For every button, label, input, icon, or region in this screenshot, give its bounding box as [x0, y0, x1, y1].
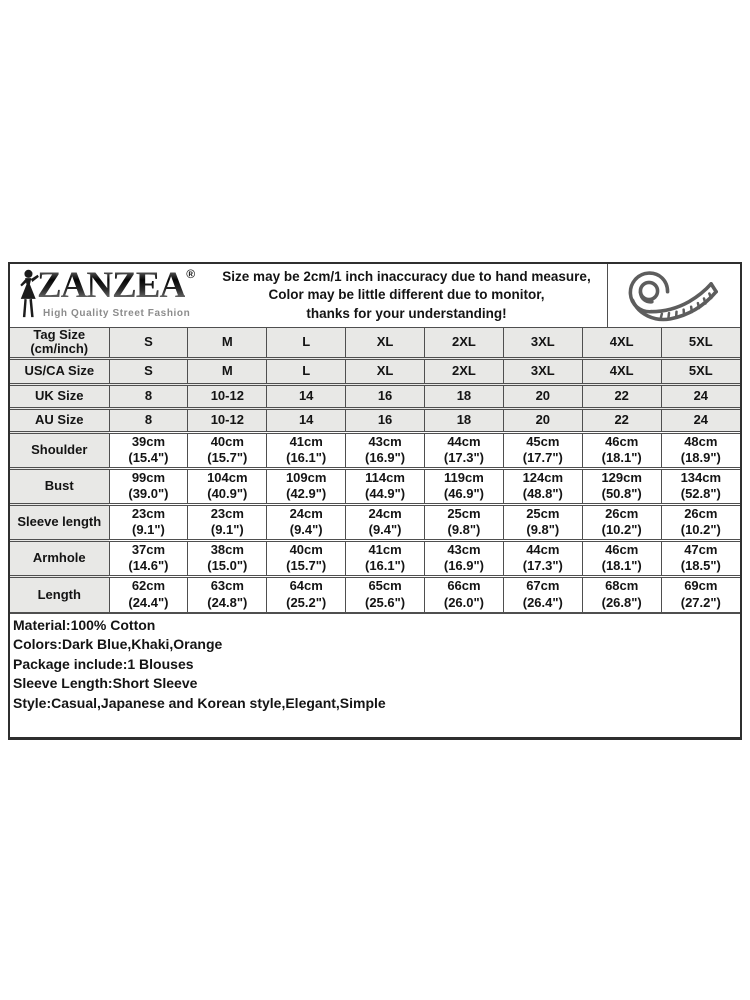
detail-line: Material:100% Cotton: [13, 617, 156, 633]
size-cell: 62cm (24.4"): [109, 576, 188, 612]
size-cell: 66cm (26.0"): [425, 576, 504, 612]
size-cell: L: [267, 358, 346, 384]
size-cell: 99cm (39.0"): [109, 468, 188, 504]
size-cell: 16: [346, 408, 425, 432]
size-cell: 48cm (18.9"): [661, 432, 740, 468]
size-chart-table: [10, 328, 740, 612]
size-cell: 129cm (50.8"): [582, 468, 661, 504]
row-header: Sleeve length: [10, 504, 109, 540]
notice-line: thanks for your understanding!: [306, 305, 507, 321]
size-cell: 4XL: [582, 328, 661, 358]
size-cell: 14: [267, 384, 346, 408]
product-details: [10, 612, 740, 737]
size-cell: 18: [425, 384, 504, 408]
size-cell: 47cm (18.5"): [661, 540, 740, 576]
brand-logo: [10, 264, 206, 327]
notice-line: Size may be 2cm/1 inch inaccuracy due to hand measure,: [222, 268, 591, 284]
header-band: [10, 264, 740, 328]
notice-line: Color may be little different due to monitor,: [268, 287, 545, 303]
size-cell: 20: [503, 408, 582, 432]
size-cell: 69cm (27.2"): [661, 576, 740, 612]
size-cell: 37cm (14.6"): [109, 540, 188, 576]
table-row: [10, 328, 740, 358]
size-cell: 25cm (9.8"): [503, 504, 582, 540]
size-cell: 10-12: [188, 384, 267, 408]
tape-cell: [607, 264, 740, 327]
size-cell: 65cm (25.6"): [346, 576, 425, 612]
size-cell: 38cm (15.0"): [188, 540, 267, 576]
size-cell: 23cm (9.1"): [109, 504, 188, 540]
detail-line: Style:Casual,Japanese and Korean style,Elegant,Simple: [13, 694, 386, 711]
registered-trademark-symbol: ®: [186, 267, 196, 281]
size-cell: 124cm (48.8"): [503, 468, 582, 504]
brand-wordmark-row: [37, 264, 194, 307]
size-cell: 46cm (18.1"): [582, 432, 661, 468]
size-cell: L: [267, 328, 346, 358]
table-row: [10, 576, 740, 612]
size-cell: M: [188, 358, 267, 384]
row-header: AU Size: [10, 408, 109, 432]
row-header: Bust: [10, 468, 109, 504]
row-header: Shoulder: [10, 432, 109, 468]
table-row: [10, 504, 740, 540]
table-row: [10, 384, 740, 408]
size-cell: 2XL: [425, 358, 504, 384]
size-cell: 43cm (16.9"): [346, 432, 425, 468]
size-cell: 67cm (26.4"): [503, 576, 582, 612]
table-row: [10, 468, 740, 504]
size-cell: 41cm (16.1"): [267, 432, 346, 468]
size-cell: 2XL: [425, 328, 504, 358]
size-cell: 22: [582, 384, 661, 408]
size-cell: 45cm (17.7"): [503, 432, 582, 468]
size-cell: 14: [267, 408, 346, 432]
row-header: Armhole: [10, 540, 109, 576]
size-cell: 8: [109, 408, 188, 432]
size-cell: 39cm (15.4"): [109, 432, 188, 468]
size-cell: 64cm (25.2"): [267, 576, 346, 612]
size-cell: 23cm (9.1"): [188, 504, 267, 540]
table-row: [10, 432, 740, 468]
row-header: UK Size: [10, 384, 109, 408]
size-cell: 8: [109, 384, 188, 408]
size-cell: 16: [346, 384, 425, 408]
size-cell: 3XL: [503, 358, 582, 384]
size-cell: 26cm (10.2"): [661, 504, 740, 540]
size-cell: 24: [661, 384, 740, 408]
measurement-notice: [206, 264, 607, 327]
size-cell: 109cm (42.9"): [267, 468, 346, 504]
size-cell: 24cm (9.4"): [346, 504, 425, 540]
measuring-tape-icon: [618, 266, 730, 326]
size-cell: 24cm (9.4"): [267, 504, 346, 540]
size-cell: 63cm (24.8"): [188, 576, 267, 612]
brand-tagline: High Quality Street Fashion: [43, 308, 191, 319]
size-cell: 22: [582, 408, 661, 432]
size-cell: 68cm (26.8"): [582, 576, 661, 612]
size-cell: 5XL: [661, 328, 740, 358]
size-cell: 5XL: [661, 358, 740, 384]
detail-line: Package include:1 Blouses: [13, 655, 194, 672]
size-chart-sheet: [8, 262, 742, 740]
size-cell: 43cm (16.9"): [425, 540, 504, 576]
size-cell: 119cm (46.9"): [425, 468, 504, 504]
size-cell: 4XL: [582, 358, 661, 384]
table-row: [10, 358, 740, 384]
size-cell: 114cm (44.9"): [346, 468, 425, 504]
size-cell: XL: [346, 358, 425, 384]
size-cell: 26cm (10.2"): [582, 504, 661, 540]
size-cell: 44cm (17.3"): [503, 540, 582, 576]
size-cell: 40cm (15.7"): [188, 432, 267, 468]
row-header: Length: [10, 576, 109, 612]
size-cell: 46cm (18.1"): [582, 540, 661, 576]
size-cell: 24: [661, 408, 740, 432]
size-cell: M: [188, 328, 267, 358]
size-cell: 18: [425, 408, 504, 432]
size-cell: 134cm (52.8"): [661, 468, 740, 504]
brand-wordmark: ZANZEA: [37, 265, 186, 306]
size-cell: S: [109, 358, 188, 384]
size-cell: 104cm (40.9"): [188, 468, 267, 504]
size-cell: 41cm (16.1"): [346, 540, 425, 576]
detail-line: Sleeve Length:Short Sleeve: [13, 675, 198, 692]
size-cell: 44cm (17.3"): [425, 432, 504, 468]
detail-line: Colors:Dark Blue,Khaki,Orange: [13, 636, 223, 653]
table-row: [10, 408, 740, 432]
size-cell: 10-12: [188, 408, 267, 432]
size-chart-body: [10, 328, 740, 612]
size-cell: XL: [346, 328, 425, 358]
size-cell: 20: [503, 384, 582, 408]
size-cell: 25cm (9.8"): [425, 504, 504, 540]
size-cell: 3XL: [503, 328, 582, 358]
size-cell: S: [109, 328, 188, 358]
size-cell: 40cm (15.7"): [267, 540, 346, 576]
row-header: US/CA Size: [10, 358, 109, 384]
table-row: [10, 540, 740, 576]
row-header: Tag Size (cm/inch): [10, 328, 109, 358]
